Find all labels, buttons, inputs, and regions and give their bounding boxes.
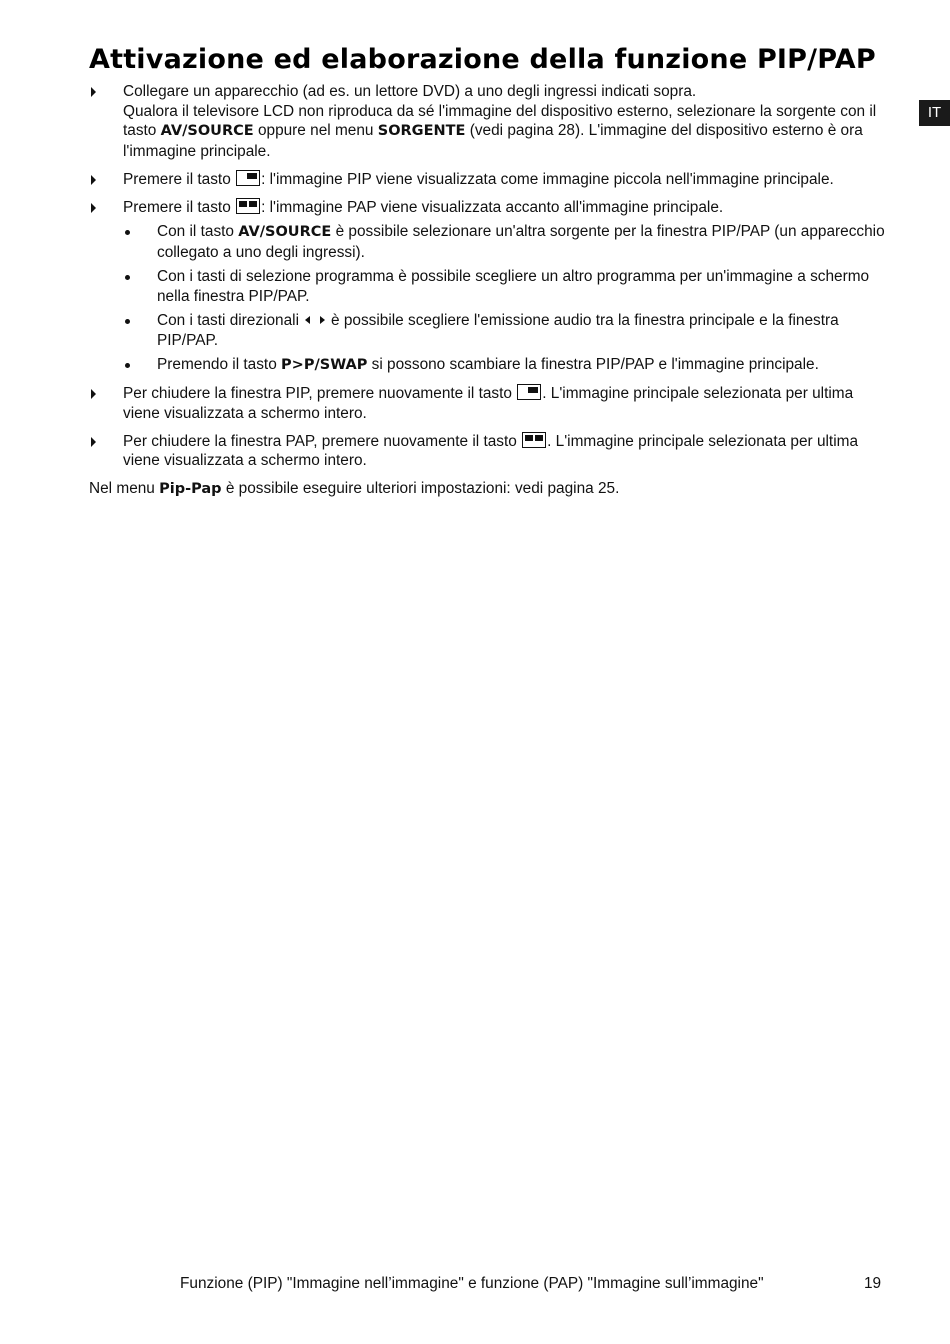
step-connect-device bbox=[89, 82, 889, 161]
list-item bbox=[123, 311, 889, 350]
step-text: Premere il tasto bbox=[123, 198, 236, 216]
key-label: AV/SOURCE bbox=[160, 123, 254, 139]
pip-button-icon bbox=[236, 170, 260, 186]
step-text: Per chiudere la finestra PIP, premere nuovamente il tasto bbox=[123, 385, 517, 402]
item-text: Con i tasti di selezione programma è possibile scegliere un altro programma per un'immagine a schermo nella finestra PIP/PAP. bbox=[157, 268, 870, 305]
pap-button-icon bbox=[236, 198, 260, 214]
item-text: è possibile scegliere l'emissione audio tra la finestra principale e la finestra PIP/PAP. bbox=[157, 312, 839, 349]
step-text: oppure nel menu bbox=[253, 122, 378, 139]
menu-label: Pip-Pap bbox=[159, 481, 222, 497]
step-text: Collegare un apparecchio (ad es. un lettore DVD) a uno degli ingressi indicati sopra. bbox=[123, 83, 697, 100]
item-text: si possono scambiare la finestra PIP/PAP e l'immagine principale. bbox=[367, 356, 819, 373]
step-text: : l'immagine PIP viene visualizzata come immagine piccola nell'immagine principale. bbox=[261, 170, 834, 188]
step-text: . L'immagine principale selezionata per ultima viene visualizzata a schermo intero. bbox=[123, 385, 854, 422]
step-text: (vedi pagina 28). L'immagine del dispositivo esterno è ora l'immagine principale. bbox=[123, 122, 863, 160]
pap-button-icon bbox=[522, 432, 546, 448]
dot-icon bbox=[125, 230, 130, 235]
step-close-pap bbox=[89, 432, 889, 471]
list-item bbox=[123, 355, 889, 376]
closing-text: è possibile eseguire ulteriori impostazioni: vedi pagina 25. bbox=[221, 480, 620, 497]
step-pap bbox=[89, 198, 889, 376]
list-item bbox=[123, 267, 889, 306]
item-text: è possibile selezionare un'altra sorgente per la finestra PIP/PAP (un apparecchio collegato a uno degli ingressi). bbox=[157, 223, 885, 261]
arrow-right-icon bbox=[320, 316, 325, 324]
item-text: Con il tasto bbox=[157, 223, 239, 240]
triangle-right-icon bbox=[91, 437, 96, 447]
page-number: 19 bbox=[864, 1275, 882, 1292]
dot-icon bbox=[125, 275, 130, 280]
step-text: Qualora il televisore LCD non riproduca da sé l'immagine del dispositivo esterno, selezionare la sorgente con il tasto bbox=[123, 102, 877, 139]
step-text: Premere il tasto bbox=[123, 170, 236, 188]
list-item bbox=[123, 222, 889, 262]
key-label: P>P/SWAP bbox=[281, 357, 368, 373]
footer-text: Funzione (PIP) "Immagine nell’immagine" e funzione (PAP) "Immagine sull’immagine" bbox=[180, 1275, 764, 1292]
arrow-left-icon bbox=[305, 316, 310, 324]
triangle-right-icon bbox=[91, 175, 96, 185]
pip-button-icon bbox=[517, 384, 541, 400]
key-label: AV/SOURCE bbox=[238, 224, 332, 240]
step-text: . L'immagine principale selezionata per ultima viene visualizzata a schermo intero. bbox=[123, 432, 859, 469]
triangle-right-icon bbox=[91, 389, 96, 399]
step-text: Per chiudere la finestra PAP, premere nuovamente il tasto bbox=[123, 432, 522, 450]
triangle-right-icon bbox=[91, 203, 96, 213]
item-text: Premendo il tasto bbox=[157, 356, 282, 373]
dot-icon bbox=[125, 363, 130, 368]
step-text: : l'immagine PAP viene visualizzata accanto all'immagine principale. bbox=[261, 198, 724, 216]
closing-text: Nel menu bbox=[89, 480, 160, 497]
dot-icon bbox=[125, 319, 130, 324]
menu-label: SORGENTE bbox=[377, 123, 466, 139]
page-title: Attivazione ed elaborazione della funzione PIP/PAP bbox=[89, 44, 876, 75]
triangle-right-icon bbox=[91, 87, 96, 97]
closing-note bbox=[89, 479, 889, 500]
sub-list bbox=[123, 222, 889, 376]
step-pip bbox=[89, 170, 889, 190]
language-tab: IT bbox=[919, 100, 950, 126]
item-text: Con i tasti direzionali bbox=[157, 312, 300, 329]
step-close-pip bbox=[89, 384, 889, 423]
instructions bbox=[89, 82, 889, 500]
